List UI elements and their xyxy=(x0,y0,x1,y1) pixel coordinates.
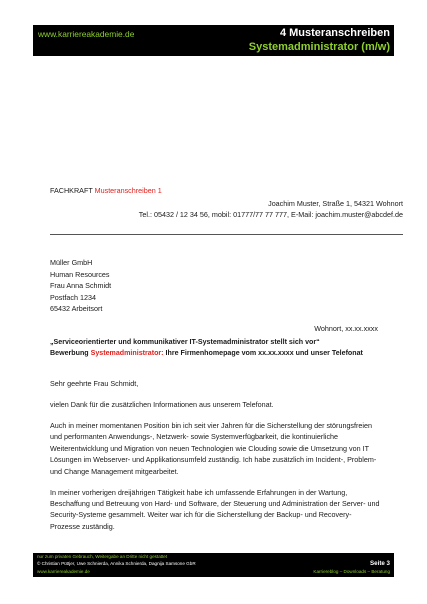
page-header xyxy=(33,25,394,56)
letter-body xyxy=(50,378,380,542)
subject-prefix: Bewerbung xyxy=(50,349,89,358)
salutation: Sehr geehrte Frau Schmidt, xyxy=(50,379,139,388)
template-label-prefix: FACHKRAFT xyxy=(50,186,93,195)
recipient-line: Human Resources xyxy=(50,269,110,279)
template-label-name: Musteranschreiben 1 xyxy=(94,186,162,195)
body-paragraph: In meiner vorherigen dreijährigen Tätigkeit habe ich umfassende Erfahrungen in der Wartung, Beschaffung und Betreuung von Hard- und Software, der Steuerung und Administration der Server- und Security-Systeme gesammelt. Weiter war ich für die Sicherstellung der Backup- und Recovery-Prozesse zuständig. xyxy=(50,487,380,531)
header-subtitle: Systemadministrator (m/w) xyxy=(248,41,390,53)
body-paragraph: vielen Dank für die zusätzlichen Informationen aus unserem Telefonat. xyxy=(50,400,274,409)
subject-position: Systemadministrator: xyxy=(90,349,164,358)
header-title: 4 Musteranschreiben xyxy=(279,27,390,39)
footer-website-link[interactable]: www.karriereakademie.de xyxy=(37,569,90,574)
sender-line-1: Joachim Muster, Straße 1, 54321 Wohnort xyxy=(268,199,403,208)
footer-copyright: © Christian Püttjer, Uwe Schnierda, Annika Schnierda, Dagnija Samsone GbR xyxy=(37,561,196,566)
date-place-line: Wohnort, xx.xx.xxxx xyxy=(314,324,378,333)
page-footer xyxy=(33,553,394,577)
recipient-line: Postfach 1234 xyxy=(50,292,96,302)
recipient-line: Müller GmbH xyxy=(50,258,93,267)
sender-divider xyxy=(50,234,403,235)
subject-headline: „Serviceorientierter und kommunikativer IT-Systemadministrator stellt sich vor“ xyxy=(50,338,320,346)
footer-usage-notice: nur zum privaten Gebrauch, Weitergabe an Dritte nicht gestattet xyxy=(37,554,168,559)
subject-reference xyxy=(50,348,363,359)
template-label xyxy=(50,186,162,195)
footer-nav-links[interactable]: Karriereblog – Downloads – Beratung xyxy=(313,569,390,574)
header-website-link[interactable]: www.karriereakademie.de xyxy=(38,29,135,39)
recipient-line: 65432 Arbeitsort xyxy=(50,304,103,314)
sender-address xyxy=(139,198,403,220)
sender-line-2: Tel.: 05432 / 12 34 56, mobil: 01777/77 77 777, E-Mail: joachim.muster@abcdef.de xyxy=(138,210,403,219)
subject-suffix: Ihre Firmenhomepage vom xx.xx.xxxx und unser Telefonat xyxy=(165,349,363,358)
body-paragraph: Auch in meiner momentanen Position bin ich seit vier Jahren für die Sicherstellung der störungsfreien und performanten Anwendungs-, Netzwerk- sowie Systemverfügbarkeit, die kontinuierliche Weiterentwicklung und Migration von neuen Technologien wie Clouding sowie die Umsetzung von IT Lösungen im Webserver- und Applikationsumfeld zuständig. Ich habe zusätzlich im Incident-, Problem- und Change Management mitgearbeitet. xyxy=(50,421,377,476)
recipient-address xyxy=(50,257,111,315)
recipient-line: Frau Anna Schmidt xyxy=(50,281,112,291)
page-number: Seite 3 xyxy=(370,560,390,567)
subject-block xyxy=(50,337,363,360)
